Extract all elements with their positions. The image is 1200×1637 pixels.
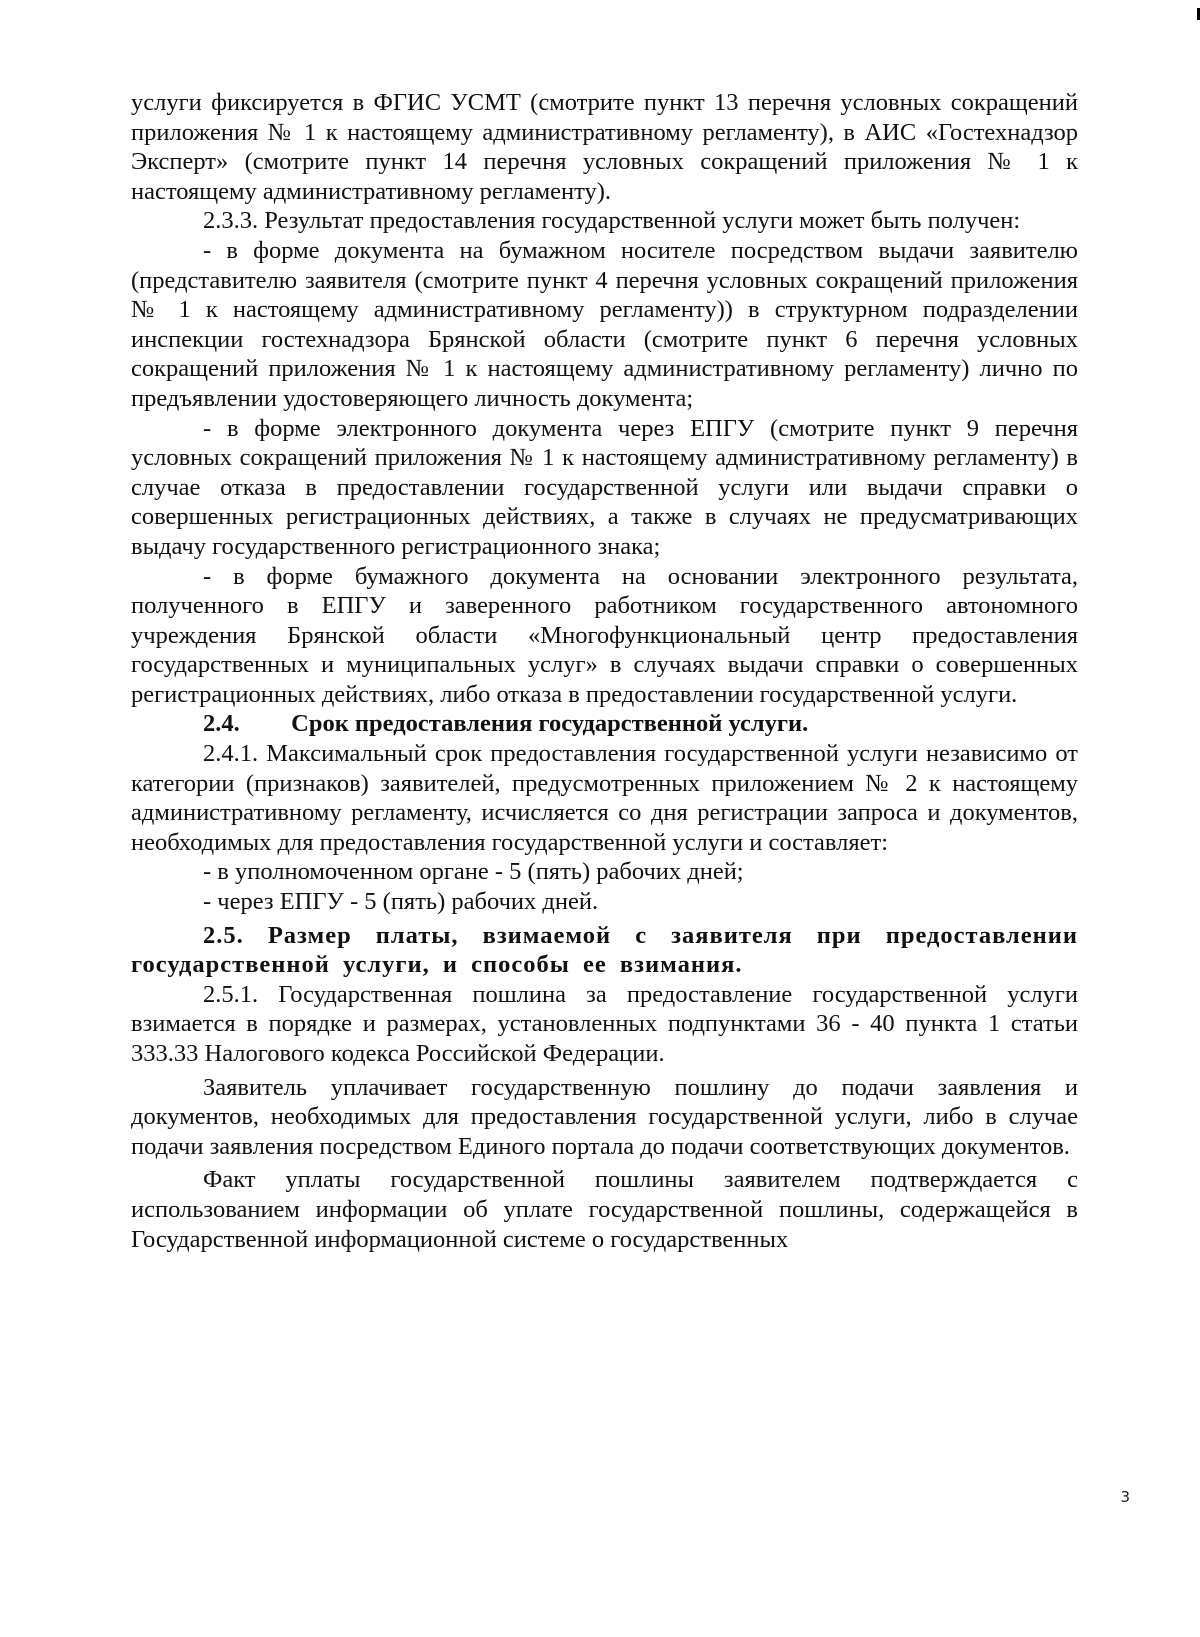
list-item-authority-term: - в уполномоченном органе - 5 (пять) рабочих дней; <box>203 858 744 886</box>
paragraph-payment-before: Заявитель уплачивает государственную пошлину до подачи заявления и документов, необходимых для предоставления государственной услуги, либо в случае подачи заявления посредством Единого портала до подачи соответствующих документов. <box>131 1073 1078 1160</box>
page-number: 3 <box>1120 1488 1130 1506</box>
document-page <box>131 88 1078 1254</box>
heading-2-5-number: 2.5. <box>203 921 244 949</box>
list-item-paper-from-electronic: - в форме бумажного документа на основании электронного результата, полученного в ЕПГУ и заверенного работником государственного автономного учреждения Брянской области «Многофункциональный центр предоставления государственных и муниципальных услуг» в случаях выдачи справки о совершенных регистрационных действиях, либо отказа в предоставлении государственной услуги. <box>131 562 1078 708</box>
list-item-epgu-term: - через ЕПГУ - 5 (пять) рабочих дней. <box>203 888 599 916</box>
heading-2-4 <box>131 709 1078 739</box>
paragraph-continuation: услуги фиксируется в ФГИС УСМТ (смотрите пункт 13 перечня условных сокращений приложения № 1 к настоящему административному регламенту), в АИС «Гостехнадзор Эксперт» (смотрите пункт 14 перечня условных сокращений приложения № 1 к настоящему административному регламенту). <box>131 89 1078 205</box>
paragraph-2-4-1: 2.4.1. Максимальный срок предоставления государственной услуги независимо от категории (признаков) заявителей, предусмотренных приложением № 2 к настоящему административному регламенту, исчисляется со дня регистрации запроса и документов, необходимых для предоставления государственной услуги и составляет: <box>131 740 1078 856</box>
heading-2-5 <box>131 921 1078 980</box>
list-item-electronic-result: - в форме электронного документа через ЕПГУ (смотрите пункт 9 перечня условных сокращений приложения № 1 к настоящему административному регламенту) в случае отказа в предоставлении государственной услуги или выдачи справки о совершенных регистрационных действиях, а также в случаях не предусматривающих выдачу государственного регистрационного знака; <box>131 414 1078 560</box>
paragraph-payment-fact: Факт уплаты государственной пошлины заявителем подтверждается с использованием информации об уплате государственной пошлины, содержащейся в Государственной информационной системе о государственных <box>131 1166 1078 1253</box>
heading-2-5-title: Размер платы, взимаемой с заявителя при предоставлении государственной услуги, и способы ее взимания. <box>131 921 1078 979</box>
list-item-paper-result: - в форме документа на бумажном носителе посредством выдачи заявителю (представителю заявителя (смотрите пункт 4 перечня условных сокращений приложения № 1 к настоящему административному регламенту)) в структурном подразделении инспекции гостехнадзора Брянской области (смотрите пункт 6 перечня условных сокращений приложения № 1 к настоящему административному регламенту) лично по предъявлении удостоверяющего личность документа; <box>131 236 1078 412</box>
paragraph-2-3-3: 2.3.3. Результат предоставления государственной услуги может быть получен: <box>203 207 1021 235</box>
paragraph-2-5-1: 2.5.1. Государственная пошлина за предоставление государственной услуги взимается в порядке и размерах, установленных подпунктами 36 - 40 пункта 1 статьи 333.33 Налогового кодекса Российской Федерации. <box>131 980 1078 1067</box>
heading-2-4-title: Срок предоставления государственной услуги. <box>291 710 809 738</box>
heading-2-4-number: 2.4. <box>203 710 240 738</box>
